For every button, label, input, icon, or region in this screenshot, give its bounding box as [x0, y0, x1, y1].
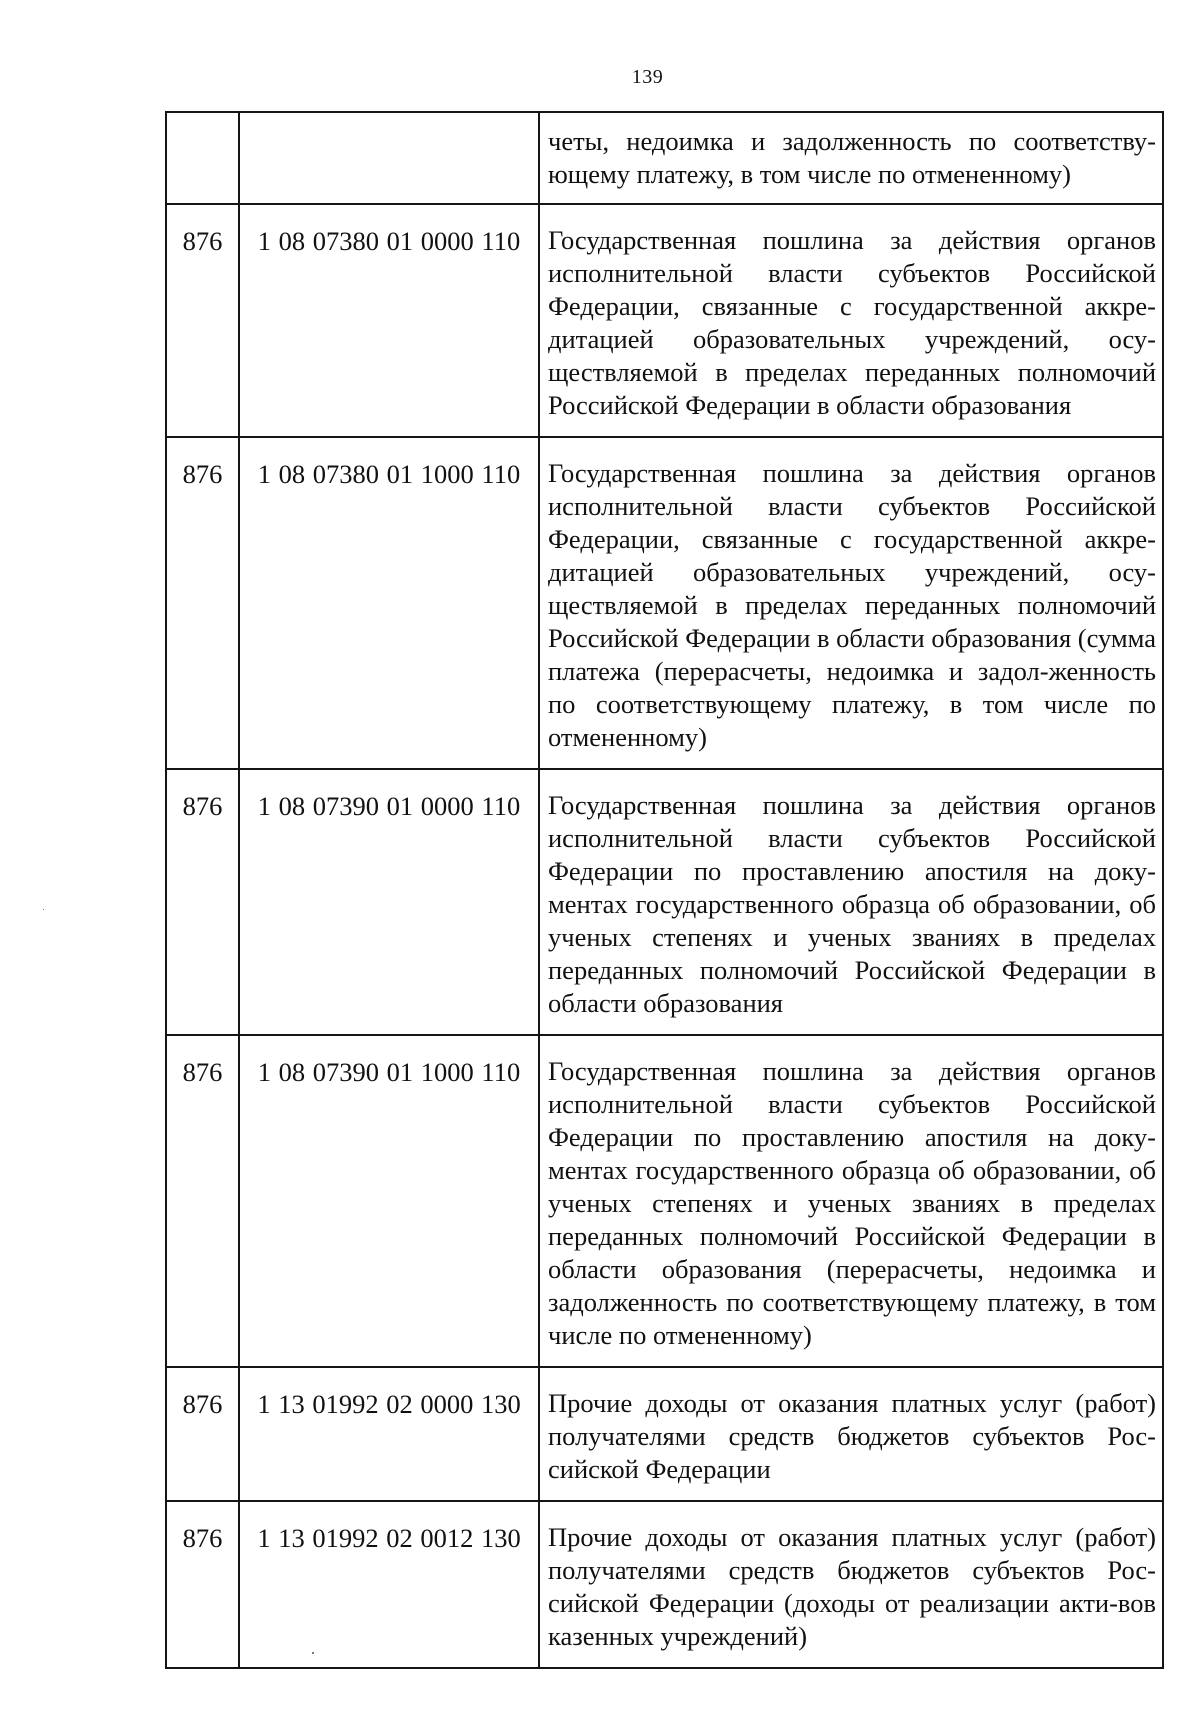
budget-code-cell: 1 13 01992 02 0000 130 [239, 1367, 539, 1501]
table-row [166, 1501, 1163, 1668]
budget-code-cell: 1 08 07380 01 1000 110 [239, 437, 539, 769]
revenue-name-cell: Прочие доходы от оказания платных услуг (работ) получателями средств бюджетов субъектов Рос-сийской Федерации (доходы от реализации акти-вов казенных учреждений) [539, 1501, 1163, 1668]
budget-code-cell: 1 08 07380 01 0000 110 [239, 204, 539, 437]
revenue-name-cell: Государственная пошлина за действия органов исполнительной власти субъектов Российской Федерации, связанные с государственной аккре-дитацией образовательных учреждений, осу-ществляемой в пределах переданных полномочий Российской Федерации в области образования [539, 204, 1163, 437]
revenue-name-cell: Государственная пошлина за действия органов исполнительной власти субъектов Российской Федерации по проставлению апостиля на доку-ментах государственного образца об образовании, об ученых степенях и ученых званиях в пределах переданных полномочий Российской Федерации в области образования [539, 769, 1163, 1035]
admin-code-cell: 876 [166, 769, 239, 1035]
admin-code-cell: 876 [166, 204, 239, 437]
scan-speck [43, 909, 44, 910]
revenue-name-cell: Государственная пошлина за действия органов исполнительной власти субъектов Российской Федерации, связанные с государственной аккре-дитацией образовательных учреждений, осу-ществляемой в пределах переданных полномочий Российской Федерации в области образования (сумма платежа (перерасчеты, недоимка и задол-женность по соответствующему платежу, в том числе по отмененному) [539, 437, 1163, 769]
revenue-name-cell: четы, недоимка и задолженность по соответству-ющему платежу, в том числе по отмененному) [539, 112, 1163, 204]
table-row [166, 112, 1163, 204]
budget-code-cell: 1 13 01992 02 0012 130 [239, 1501, 539, 1668]
table-row [166, 769, 1163, 1035]
page-number: 139 [631, 66, 664, 88]
budget-classification-table [165, 111, 1164, 1669]
admin-code-cell: 876 [166, 437, 239, 769]
admin-code-cell: 876 [166, 1367, 239, 1501]
table-row [166, 1367, 1163, 1501]
budget-code-cell: 1 08 07390 01 1000 110 [239, 1035, 539, 1367]
revenue-name-cell: Прочие доходы от оказания платных услуг (работ) получателями средств бюджетов субъектов Рос-сийской Федерации [539, 1367, 1163, 1501]
table-row [166, 437, 1163, 769]
admin-code-cell: 876 [166, 1501, 239, 1668]
budget-code-cell: 1 08 07390 01 0000 110 [239, 769, 539, 1035]
admin-code-cell [166, 112, 239, 204]
admin-code-cell: 876 [166, 1035, 239, 1367]
table-row [166, 1035, 1163, 1367]
scan-speck [312, 1652, 314, 1654]
table-row [166, 204, 1163, 437]
budget-code-cell [239, 112, 539, 204]
revenue-name-cell: Государственная пошлина за действия органов исполнительной власти субъектов Российской Федерации по проставлению апостиля на доку-ментах государственного образца об образовании, об ученых степенях и ученых званиях в пределах переданных полномочий Российской Федерации в области образования (перерасчеты, недоимка и задолженность по соответствующему платежу, в том числе по отмененному) [539, 1035, 1163, 1367]
